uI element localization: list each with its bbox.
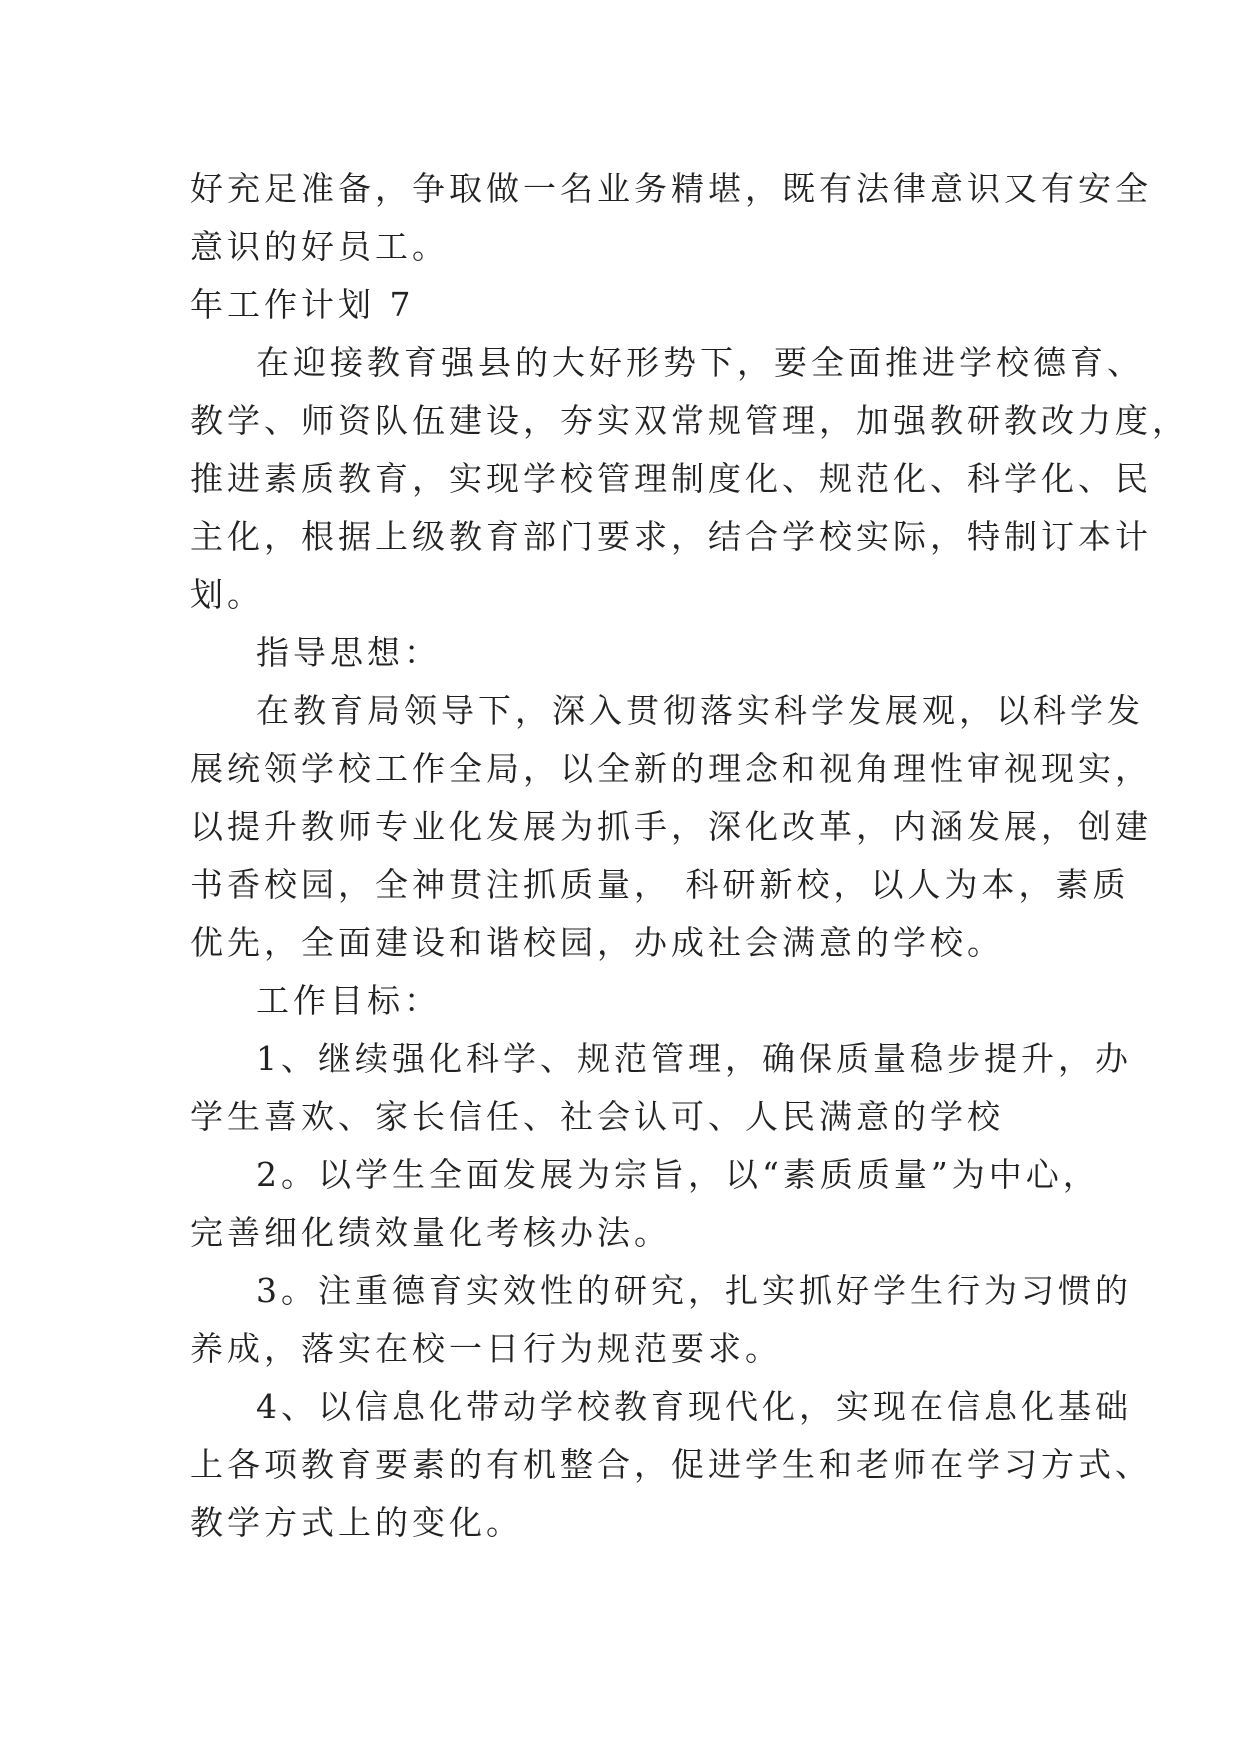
text-line: 好充足准备，争取做一名业务精堪，既有法律意识又有安全 bbox=[190, 169, 1152, 208]
subheading-guiding-ideology: 指导思想： bbox=[256, 633, 441, 672]
text-line: 展统领学校工作全局，以全新的理念和视角理性审视现实， bbox=[190, 749, 1152, 788]
text-line: 教学、师资队伍建设，夯实双常规管理，加强教研教改力度， bbox=[190, 401, 1189, 440]
text-line: 以提升教师专业化发展为抓手，深化改革，内涵发展，创建 bbox=[190, 807, 1152, 846]
text-line: 书香校园，全神贯注抓质量， 科研新校，以人为本，素质 bbox=[190, 865, 1130, 904]
text-line: 主化，根据上级教育部门要求，结合学校实际，特制订本计 bbox=[190, 517, 1152, 556]
text-line: 推进素质教育，实现学校管理制度化、规范化、科学化、民 bbox=[190, 459, 1152, 498]
text-line: 意识的好员工。 bbox=[190, 227, 449, 266]
text-line: 在教育局领导下，深入贯彻落实科学发展观，以科学发 bbox=[256, 691, 1144, 730]
list-item-line: 4、以信息化带动学校教育现代化，实现在信息化基础 bbox=[256, 1387, 1132, 1426]
text-line: 优先，全面建设和谐校园，办成社会满意的学校。 bbox=[190, 923, 1004, 962]
text-line: 在迎接教育强县的大好形势下，要全面推进学校德育、 bbox=[256, 343, 1144, 382]
subheading-work-goals: 工作目标： bbox=[256, 981, 441, 1020]
text-line: 学生喜欢、家长信任、社会认可、人民满意的学校 bbox=[190, 1097, 1004, 1136]
text-line: 教学方式上的变化。 bbox=[190, 1503, 523, 1542]
list-item-line: 3。注重德育实效性的研究，扎实抓好学生行为习惯的 bbox=[256, 1271, 1132, 1310]
list-item-line: 2。以学生全面发展为宗旨，以“素质质量”为中心， bbox=[256, 1155, 1100, 1194]
text-line: 完善细化绩效量化考核办法。 bbox=[190, 1213, 671, 1252]
document-body bbox=[190, 160, 1189, 1552]
section-heading: 年工作计划 7 bbox=[190, 285, 415, 324]
text-line: 划。 bbox=[190, 575, 264, 614]
text-line: 上各项教育要素的有机整合，促进学生和老师在学习方式、 bbox=[190, 1445, 1152, 1484]
list-item-line: 1、继续强化科学、规范管理，确保质量稳步提升，办 bbox=[256, 1039, 1132, 1078]
text-line: 养成，落实在校一日行为规范要求。 bbox=[190, 1329, 782, 1368]
